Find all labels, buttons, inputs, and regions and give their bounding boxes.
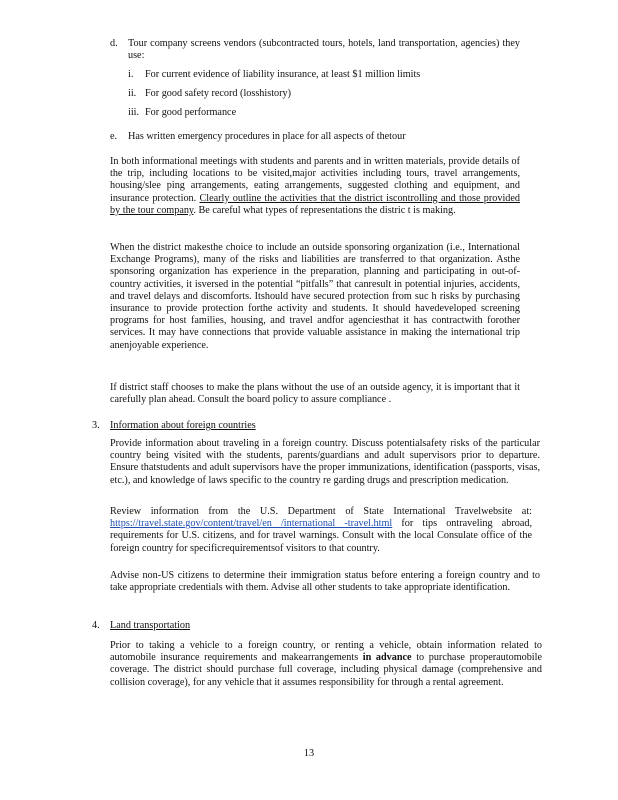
- paragraph-text: Review information from the U.S. Department of State International Travelwebsite at:: [110, 506, 532, 517]
- paragraph-text: In both informational meetings with students and parents and in written materials, provide details of the trip, including locations to be visited,major activities including tours, travel arrangements, housing/slee ping arrangements, eating arrangements, suggested clothing and equipment, and insurance protection.: [110, 156, 520, 204]
- state-department-link[interactable]: https://travel.state.gov/content/travel/en /international -travel.html: [110, 518, 393, 530]
- section-number: 4.: [92, 620, 100, 631]
- paragraph-text: for tips ontraveling abroad, requirements for U.S. citizens, and for travel warnings. Consult with the local Consulate office of the foreign country for specificrequirementsof visitors to that country.: [110, 518, 532, 554]
- paragraph-text: Prior to taking a vehicle to a foreign country, or renting a vehicle, obtain information related to automobile insurance requirements and makearrangements: [110, 640, 542, 664]
- sublist-item: For current evidence of liability insurance, at least $1 million limits: [145, 69, 421, 80]
- page-number: 13: [303, 748, 315, 759]
- sublist-marker: iii.: [128, 107, 140, 118]
- list-item-d: Tour company screens vendors (subcontracted tours, hotels, land transportation, agencies) they use:: [128, 38, 520, 62]
- sublist-item: For good performance: [145, 107, 237, 118]
- sublist-marker: ii.: [128, 88, 137, 99]
- paragraph-text: . Be careful what types of representations the distric t is making.: [193, 204, 456, 216]
- underlined-text: Clearly outline the activities that the district iscontrolling and those provided by the tour company: [110, 192, 520, 216]
- bold-text: in advance: [362, 652, 412, 664]
- section-heading: Land transportation: [110, 620, 191, 631]
- paragraph-sponsoring-organization: When the district makesthe choice to include an outside sponsoring organization (i.e., International Exchange Programs), many of the risks and liabilities are transferred to that organization. Asthe sponsoring organization has experience in the preparation, planning and participating in out-of-country activities, it isversed in the potential “pitfalls” that canresult in potential injuries, accidents, and travel delays and discomforts. Itshould have secured protection from suc h risks by purchasing insurance to provide protection forthe activity and students. It should havedeveloped screening programs for host families, housing, and travel andfor agenciesthat it has contractwith forother services. It may have connections that provide valuable assistance in making the international trip anenjoyable experience.: [110, 242, 520, 351]
- section-number: 3.: [92, 420, 100, 431]
- list-marker: e.: [110, 131, 118, 142]
- sublist-item: For good safety record (losshistory): [145, 88, 291, 99]
- paragraph-state-department: [110, 506, 532, 555]
- list-item-e: Has written emergency procedures in place for all aspects of thetour: [128, 131, 406, 142]
- paragraph-text: to purchase properautomobile coverage. The district should purchase full coverage, including physical damage (comprehensive and collision coverage), for any vehicle that it assumes responsibility for through a rental agreement.: [110, 652, 542, 688]
- paragraph-non-us-citizens: Advise non-US citizens to determine their immigration status before entering a foreign country and to take appropriate credentials with them. Advise all other students to take appropriate identification.: [110, 570, 540, 594]
- sublist-marker: i.: [128, 69, 134, 80]
- paragraph-district-staff: If district staff chooses to make the plans without the use of an outside agency, it is important that it carefully plan ahead. Consult the board policy to assure compliance .: [110, 382, 520, 406]
- paragraph-trip-details: [110, 156, 520, 217]
- paragraph-land-transportation: [110, 640, 542, 689]
- section-heading: Information about foreign countries: [110, 420, 256, 431]
- list-marker: d.: [110, 38, 118, 49]
- paragraph-foreign-info: Provide information about traveling in a foreign country. Discuss potentialsafety risks of the particular country being visited with the students, parents/guardians and adult supervisors prior to departure. Ensure thatstudents and adult supervisors have the proper immunizations, identification (passports, visas, etc.), and knowledge of laws specific to the country re garding drugs and prescription medication.: [110, 438, 540, 486]
